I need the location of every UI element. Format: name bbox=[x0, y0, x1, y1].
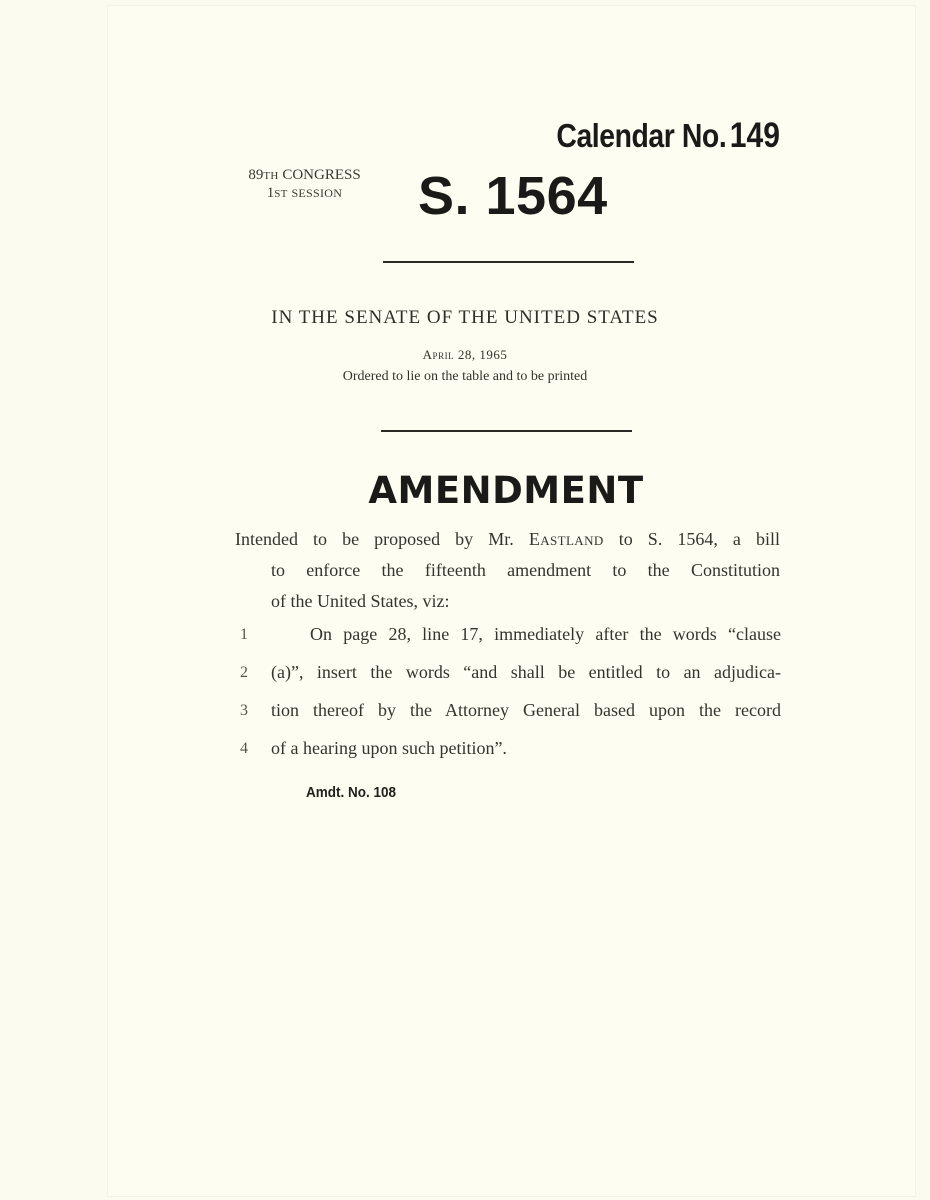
date bbox=[0, 347, 930, 363]
text-line bbox=[236, 662, 781, 700]
line-number: 3 bbox=[240, 702, 248, 719]
intro-pre: Intended to be proposed by Mr. bbox=[235, 529, 514, 549]
amendment-text bbox=[236, 624, 781, 776]
intro-post: to S. 1564, a bill bbox=[618, 529, 780, 549]
congress-session bbox=[237, 167, 372, 203]
line-text: On page 28, line 17, immediately after the words “clause bbox=[310, 624, 781, 644]
congress-ordinal-suffix: TH bbox=[263, 170, 279, 182]
line-text: of a hearing upon such petition”. bbox=[271, 738, 507, 758]
calendar-value: 149 bbox=[729, 116, 780, 155]
divider-top bbox=[383, 261, 634, 263]
text-line bbox=[236, 624, 781, 662]
session-suffix: ST bbox=[274, 188, 288, 200]
amendment-number: Amdt. No. 108 bbox=[306, 784, 397, 801]
intro-paragraph bbox=[235, 524, 780, 617]
line-number: 1 bbox=[240, 626, 248, 643]
line-number: 4 bbox=[240, 740, 248, 757]
intro-line-2: to enforce the fifteenth amendment to the Constitution bbox=[271, 560, 780, 580]
session-word: SESSION bbox=[291, 186, 343, 200]
line-number: 2 bbox=[240, 664, 248, 681]
congress-ordinal: 89 bbox=[248, 167, 264, 183]
congress-word: CONGRESS bbox=[282, 167, 361, 183]
bill-number: S. 1564 bbox=[418, 166, 608, 226]
intro-line-3: of the United States, viz: bbox=[271, 591, 450, 611]
session-number: 1 bbox=[266, 185, 275, 201]
session-line bbox=[237, 185, 372, 203]
ordered-text: Ordered to lie on the table and to be printed bbox=[342, 369, 588, 384]
line-text: tion thereof by the Attorney General based upon the record bbox=[271, 700, 781, 720]
text-line bbox=[236, 700, 781, 738]
congress-line bbox=[237, 167, 372, 185]
text-line bbox=[236, 738, 781, 776]
senate-heading: IN THE SENATE OF THE UNITED STATES bbox=[271, 307, 659, 328]
calendar-label: Calendar No. bbox=[556, 117, 727, 154]
date-text: April 28, 1965 bbox=[422, 347, 508, 362]
divider-bottom bbox=[381, 430, 632, 432]
amendment-heading: AMENDMENT bbox=[368, 469, 644, 512]
senator-name: Eastland bbox=[528, 529, 604, 549]
intro-line-1 bbox=[235, 524, 780, 555]
calendar-number bbox=[556, 116, 780, 156]
line-text: (a)”, insert the words “and shall be entitled to an adjudica- bbox=[271, 662, 781, 682]
